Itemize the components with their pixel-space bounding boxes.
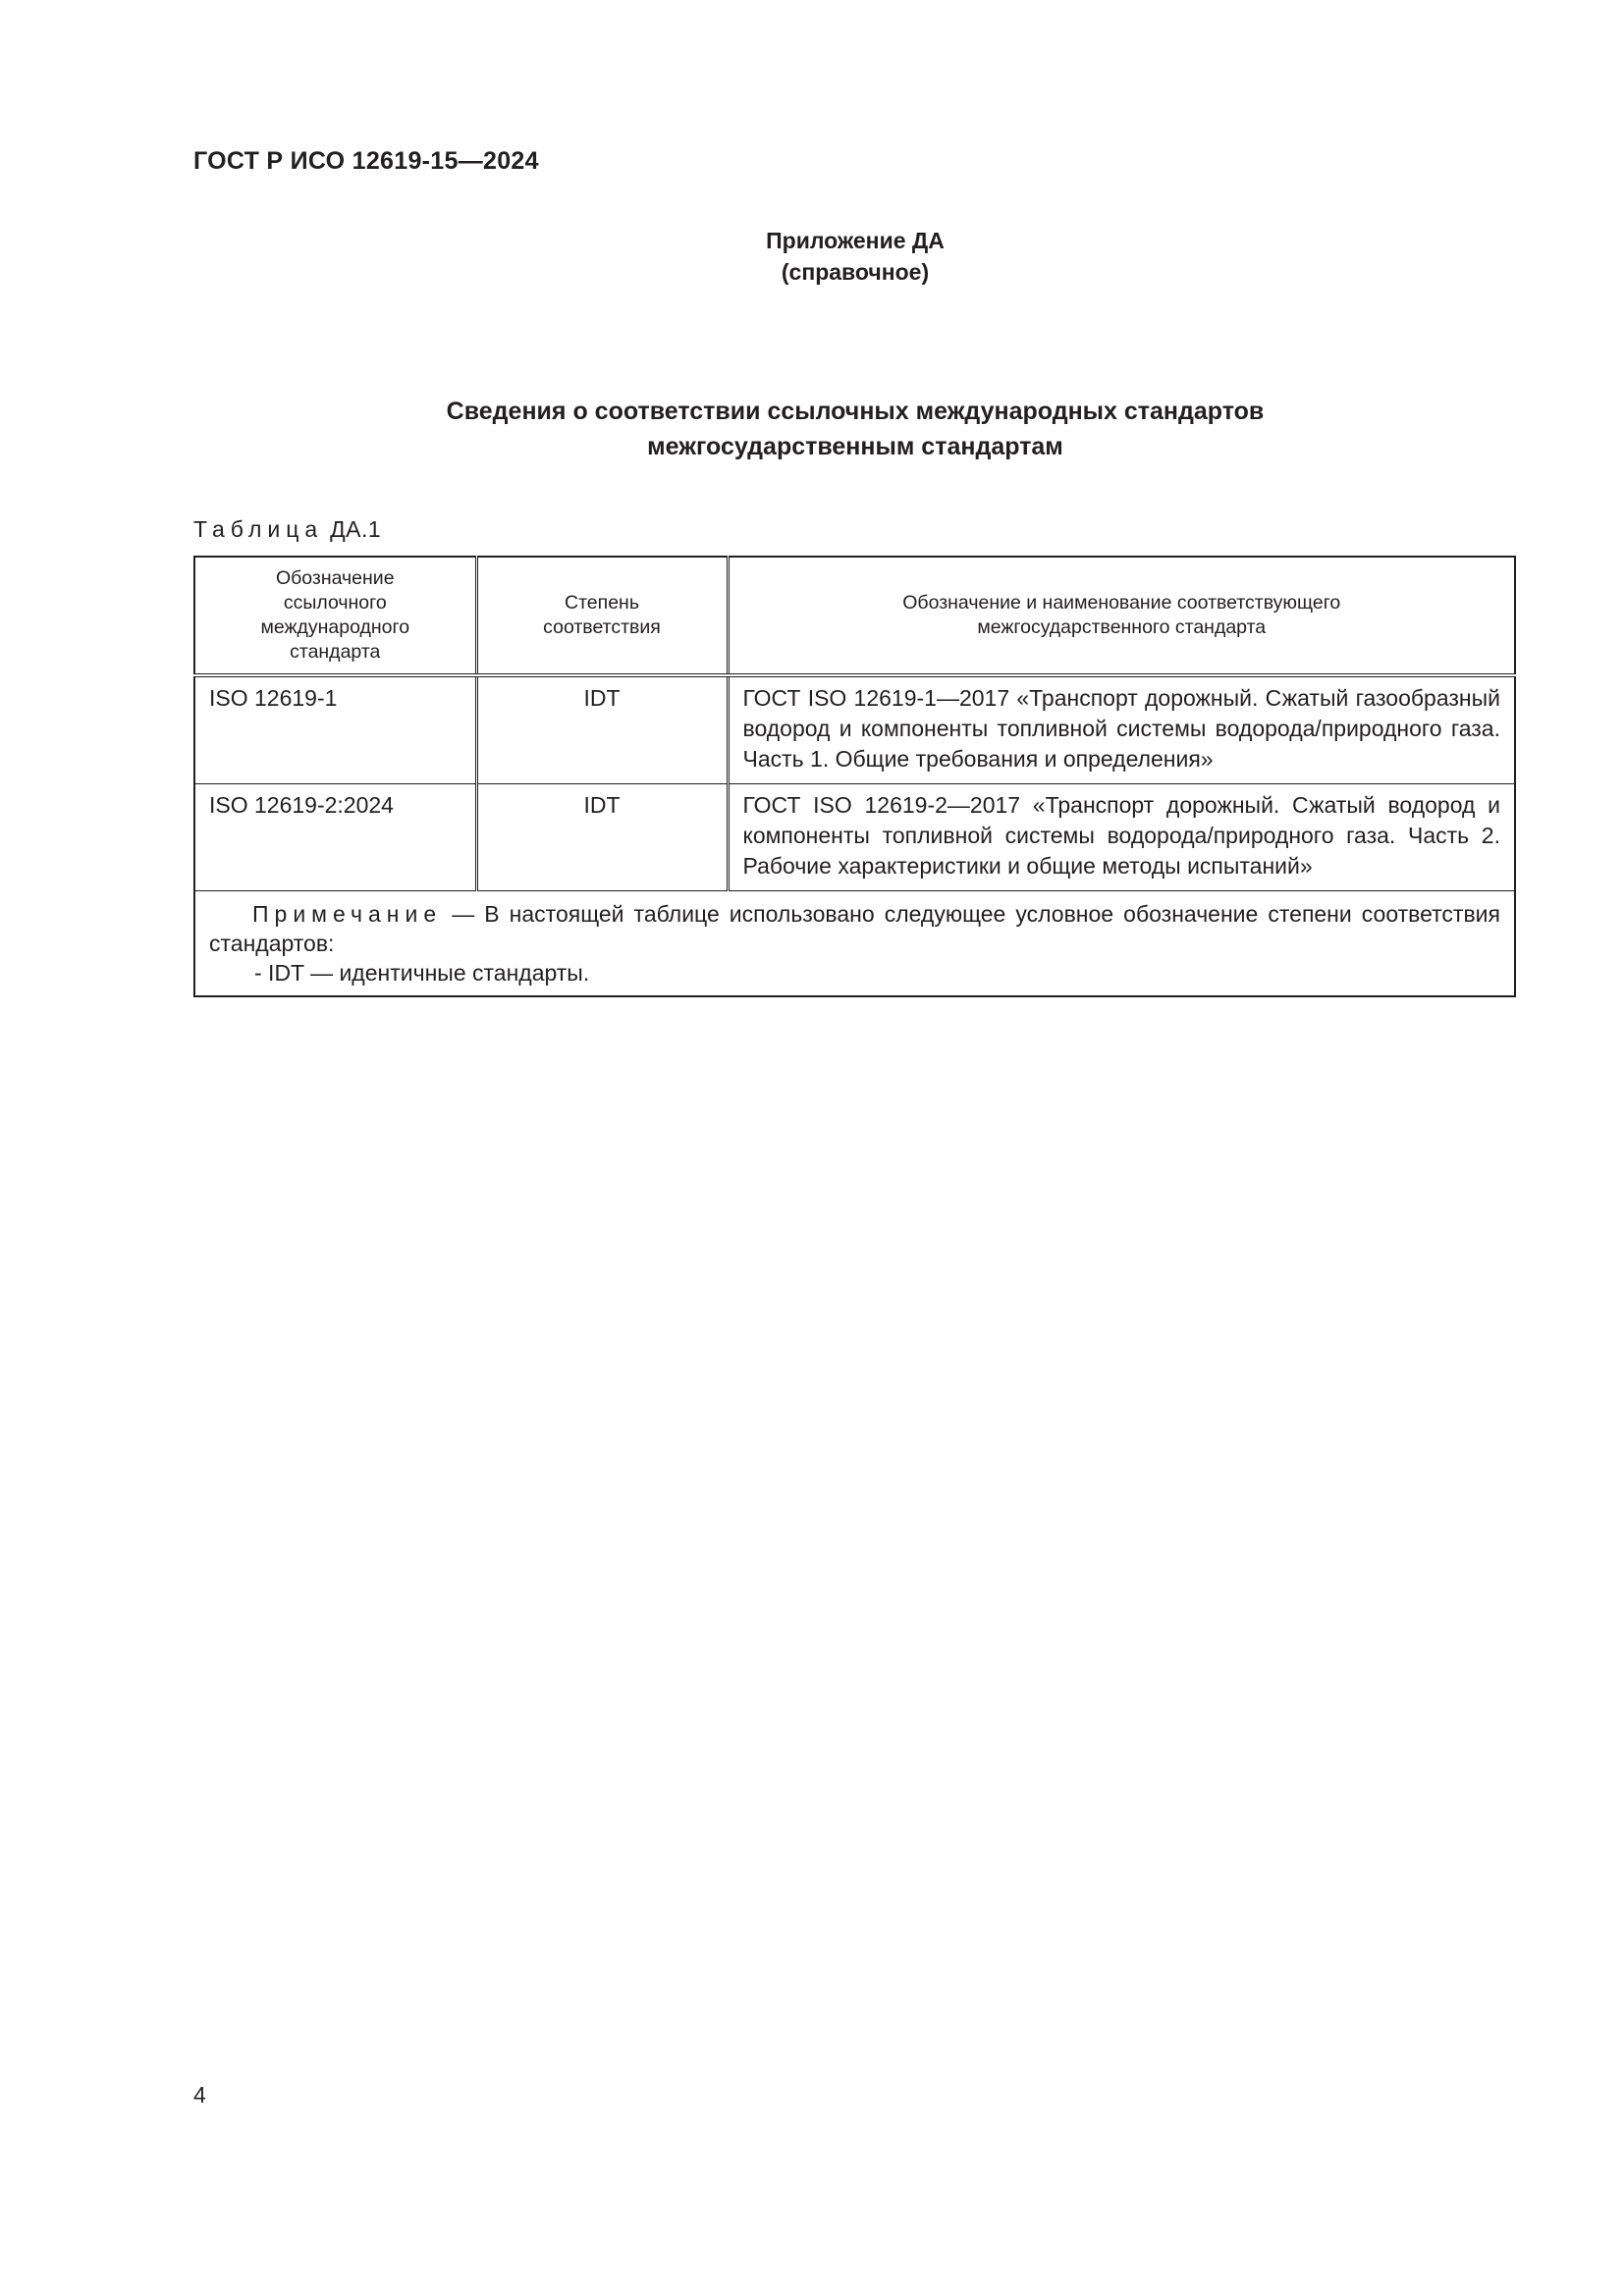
cell-standard-name: ГОСТ ISO 12619-2—2017 «Транспорт дорожный. Сжатый водород и компоненты топливной системы водорода/природного газа. Часть 2. Рабочие характеристики и общие методы испытаний» [728,784,1515,891]
table-caption-number: ДА.1 [330,516,382,542]
note-text: — В настоящей таблице использовано следующее условное обозначение степени соответствия стандартов: [209,901,1500,956]
note-item: - IDT — идентичные стандарты. [254,960,590,986]
section-title-line1: Сведения о соответствии ссылочных международных стандартов [446,398,1265,425]
cell-standard-code: ISO 12619-1 [194,675,476,784]
table-header-row [194,557,1515,675]
page-number: 4 [193,2082,206,2108]
header-degree: Степень соответствия [476,557,728,675]
reference-standards-table [193,556,1516,997]
annex-title: Приложение ДА [766,228,945,253]
cell-degree: IDT [476,675,728,784]
table-row [194,784,1515,891]
table-caption [193,516,381,543]
header-interstate-standard: Обозначение и наименование соответствующего межгосударственного стандарта [728,557,1515,675]
annex-kind: (справочное) [781,259,930,285]
note-label: Примечание [252,901,443,927]
table-caption-word: Таблица [193,516,324,542]
table-note [194,891,1515,997]
cell-standard-name: ГОСТ ISO 12619-1—2017 «Транспорт дорожный. Сжатый газообразный водород и компоненты топливной системы водорода/природного газа. Часть 1. Общие требования и определения» [728,675,1515,784]
table-note-row [194,891,1515,997]
cell-standard-code: ISO 12619-2:2024 [194,784,476,891]
document-code: ГОСТ Р ИСО 12619-15—2024 [193,147,539,175]
section-title-line2: межгосударственным стандартам [647,433,1063,460]
table-row [194,675,1515,784]
header-international-standard: Обозначение ссылочного международного стандарта [194,557,476,675]
section-title [0,394,1624,464]
cell-degree: IDT [476,784,728,891]
